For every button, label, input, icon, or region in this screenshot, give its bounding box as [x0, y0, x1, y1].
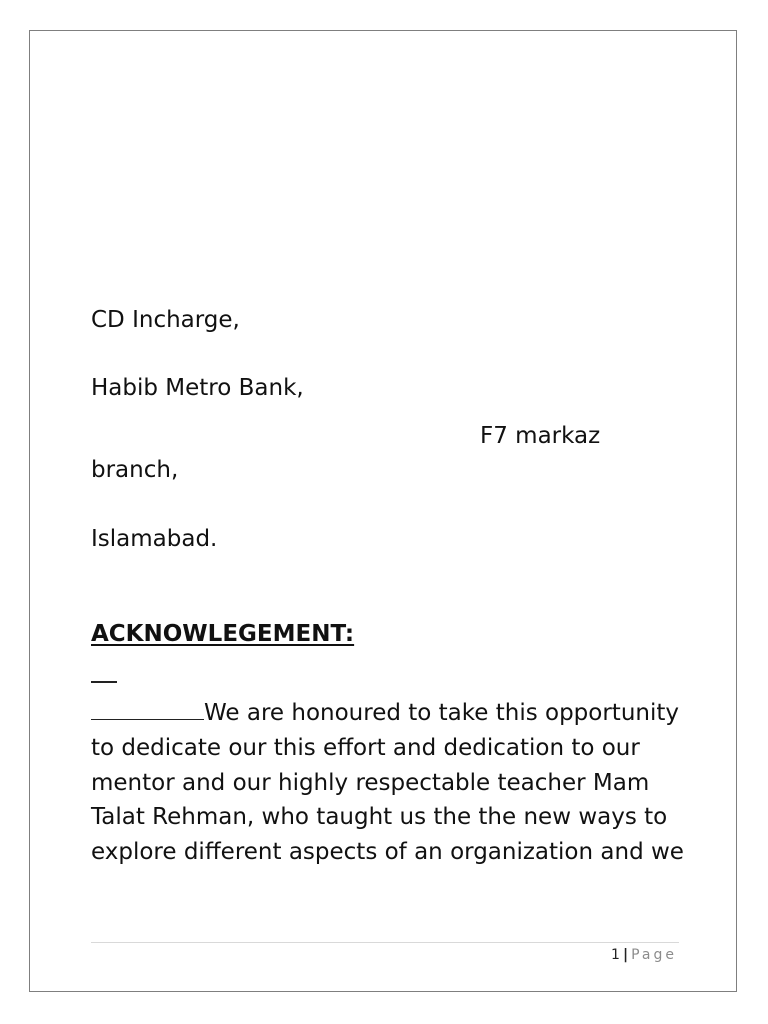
branch-line-2: branch,	[91, 457, 179, 483]
footer-divider	[91, 942, 679, 943]
acknowledgement-body	[91, 696, 691, 870]
page-footer	[611, 945, 677, 965]
footer-separator: |	[622, 947, 629, 963]
page-label: Page	[631, 947, 677, 963]
city: Islamabad.	[91, 526, 218, 552]
acknowledgement-text: We are honoured to take this opportunity to dedicate our this effort and dedication to our mentor and our highly respectable teacher Mam Talat Rehman, who taught us the the new ways to explore different aspects of an organization and we	[91, 700, 684, 866]
page-number: 1	[611, 947, 620, 963]
bank-name: Habib Metro Bank,	[91, 375, 304, 401]
document-page	[29, 30, 737, 992]
blank-line	[91, 697, 204, 720]
recipient-title: CD Incharge,	[91, 307, 240, 333]
dash-mark	[91, 681, 117, 683]
branch-line-1: F7 markaz	[480, 423, 601, 449]
acknowledgement-heading: ACKNOWLEGEMENT:	[91, 621, 355, 647]
